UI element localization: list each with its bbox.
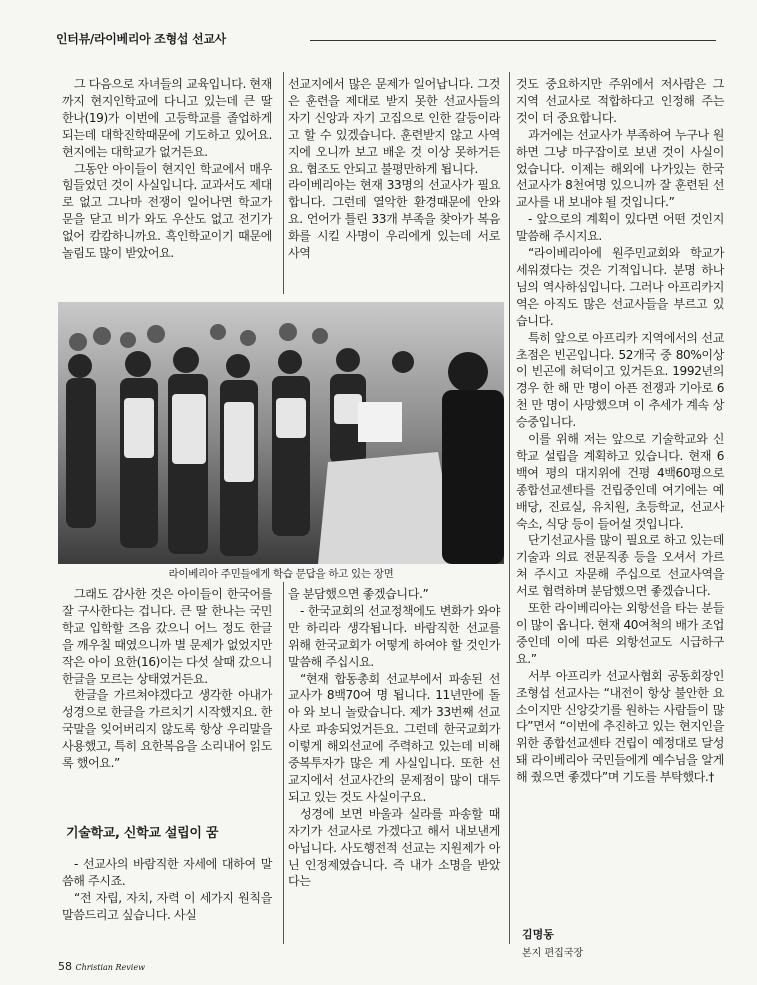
author-role: 본지 편집국장 bbox=[522, 948, 584, 959]
paragraph: 서부 아프리카 선교사협회 공동회장인 조형섭 선교사는 “내전이 항상 불안한 요소이지만 신앙갖기를 원하는 사람들이 많다”면서 “이번에 추진하고 있는 현지인을 위한 종합선교센타 건립이 예정대로 달성돼 라이베리아 국민들에게 예수님을 알게 해 줬으면 좋겠다”며 기도를 부탁했다.† bbox=[516, 668, 724, 785]
photo-liberia-congregation bbox=[58, 302, 504, 564]
header-rule bbox=[310, 40, 716, 41]
paragraph: - 앞으로의 계획이 있다면 어떤 것인지 말씀해 주시지요. bbox=[516, 212, 724, 244]
page-footer bbox=[58, 960, 145, 973]
paragraph: 특히 앞으로 아프리카 지역에서의 선교 초점은 빈곤입니다. 52개국 중 80%이상이 빈곤에 허덕이고 있거든요. 1992년의 경우 한 해 만 명이 아픈 전쟁과 기아로 6천 만 명이 사망했으며 이 추세가 계속 상승중입니다. bbox=[516, 330, 724, 430]
paragraph: 그래도 감사한 것은 아이들이 한국어를 잘 구사한다는 겁니다. 큰 딸 한나는 국민학교 입학할 즈음 갔으니 어느 정도 한글을 깨우칠 때였으니까 별 문제가 없었지만 작은 아이 요한(16)이는 다섯 살때 갔으니 한글을 모르는 상태였거든요. bbox=[62, 587, 272, 686]
paragraph: 단기선교사를 많이 필요로 하고 있는데 기술과 의료 전문직종 등을 오셔서 가르쳐 주시고 자문해 주십으로 선교사역을 서로 협력하며 분담했으면 좋겠습니다. bbox=[516, 533, 724, 599]
section-title: 인터뷰/라이베리아 조형섭 선교사 bbox=[56, 32, 226, 46]
column-divider bbox=[509, 72, 510, 944]
column-1-bottom bbox=[62, 586, 272, 772]
paragraph: 또한 라이베리아는 외항선을 타는 분들이 많이 옵니다. 현재 40여척의 배가 조업중인데 이에 따른 외항선교도 시급하구요.” bbox=[516, 601, 724, 666]
paragraph: 그 다음으로 자녀들의 교육입니다. 현재까지 현지인학교에 다니고 있는데 큰 딸 한나(19)가 이번에 고등학교를 졸업하게 되는데 대학진학때문에 기도하고 있어요. 현지에는 대학교가 없거든요. bbox=[62, 77, 272, 159]
photo-illustration bbox=[58, 302, 504, 564]
paragraph: 선교지에서 많은 문제가 일어납니다. 그것은 훈련을 제대로 받지 못한 선교사들의 자기 신앙과 자기 고집으로 인한 갈등이라고 할 수 있겠습니다. 훈련받지 않고 사역지에 오니까 보고 배운 것 이상 못하거든요. 협조도 안되고 불평만하게 됩니다. bbox=[288, 77, 500, 176]
paragraph: 라이베리아는 현재 33명의 선교사가 필요합니다. 그런데 열악한 환경때문에 안와요. 언어가 틀린 33개 부족을 찾아가 복음화를 시킬 사명이 우리에게 있는데 서로 사역 bbox=[288, 178, 500, 261]
paragraph: “라이베리아에 원주민교회와 학교가 세워졌다는 것은 기적입니다. 분명 하나님의 역사하심입니다. 그러나 아프리카지역은 아직도 많은 선교사들을 부르고 있습니다. bbox=[516, 246, 724, 328]
column-1-top bbox=[62, 76, 272, 262]
paragraph: - 한국교회의 선교정책에도 변화가 와야만 하리라 생각됩니다. 바람직한 선교를 위해 한국교회가 어떻게 하여야 할 것인가 말씀해 주십시요. bbox=[288, 603, 500, 669]
magazine-name: Christian Review bbox=[75, 963, 145, 972]
author-name: 김명동 bbox=[522, 928, 554, 941]
column-divider bbox=[283, 582, 284, 944]
paragraph: 이를 위해 저는 앞으로 기술학교와 신학교 설립을 계획하고 있습니다. 현재 6백여 평의 대지위에 건평 4백60평으로 종합선교센타를 건립중인데 여기에는 예배당, 진료실, 유치원, 초등학교, 선교사 숙소, 식당 등이 들어설 것입니다. bbox=[516, 432, 724, 531]
section-subheading: 기술학교, 신학교 설립이 꿈 bbox=[66, 826, 219, 841]
column-1-after-subhead bbox=[62, 856, 272, 924]
page-header bbox=[56, 28, 716, 48]
photo-caption: 라이베리아 주민들에게 학습 문답을 하고 있는 장면 bbox=[168, 568, 394, 580]
column-3 bbox=[516, 76, 724, 786]
page-number: 58 bbox=[58, 960, 72, 973]
paragraph: - 선교사의 바람직한 자세에 대하여 말씀해 주시죠. bbox=[62, 857, 272, 888]
paragraph: 을 분담했으면 좋겠습니다.” bbox=[288, 587, 429, 601]
column-divider bbox=[283, 72, 284, 294]
paragraph: 그동안 아이들이 현지인 학교에서 매우 힘들었던 것이 사실입니다. 교과서도 제대로 없고 그나마 전쟁이 일어나면 학교가 문을 닫고 비가 와도 우산도 없고 전기가 없어 캄캄하니까요. 흑인학교이기 때문에 놀림도 많이 받았어요. bbox=[62, 161, 272, 261]
paragraph: 한글을 가르쳐야겠다고 생각한 아내가 성경으로 한글을 가르치기 시작했지요. 한국말을 잊어버리지 않도록 항상 우리말을 사용했고, 특히 요한복음을 소리내어 읽도록 했어요.” bbox=[62, 688, 272, 771]
column-2-top bbox=[288, 76, 500, 262]
paragraph: “현재 합동총회 선교부에서 파송된 선교사가 8백70여 명 됩니다. 11년만에 돌아 와 보니 놀랐습니다. 제가 33번째 선교사로 파송되었거든요. 그런데 한국교회가 이렇게 해외선교에 주력하고 있는데 비해 중복투자가 많은 게 사실입니다. 또한 선교지에서 선교사간의 문제점이 많이 대두되고 있는 것도 사실이구요. bbox=[288, 671, 500, 804]
column-2-bottom bbox=[288, 586, 500, 890]
paragraph: “전 자립, 자치, 자력 이 세가지 원칙을 말씀드리고 싶습니다. 사실 bbox=[62, 890, 272, 922]
paragraph: 과거에는 선교사가 부족하여 누구나 원하면 그냥 마구잡이로 보낸 것이 사실이었습니다. 이제는 해외에 나가있는 한국 선교사가 8천여명 있으니까 잘 훈련된 선교사를 내 보내야 될 것입니다.” bbox=[516, 127, 724, 210]
paragraph: 성경에 보면 바울과 실라를 파송할 때 자기가 선교사로 가겠다고 해서 내보낸게 아닙니다. 사도행전적 선교는 지원제가 아닌 인정제였습니다. 즉 내가 소명을 받았다는 bbox=[288, 806, 500, 889]
paragraph: 것도 중요하지만 주위에서 저사람은 그 지역 선교사로 적합하다고 인정해 주는 것이 더 중요합니다. bbox=[516, 77, 724, 125]
